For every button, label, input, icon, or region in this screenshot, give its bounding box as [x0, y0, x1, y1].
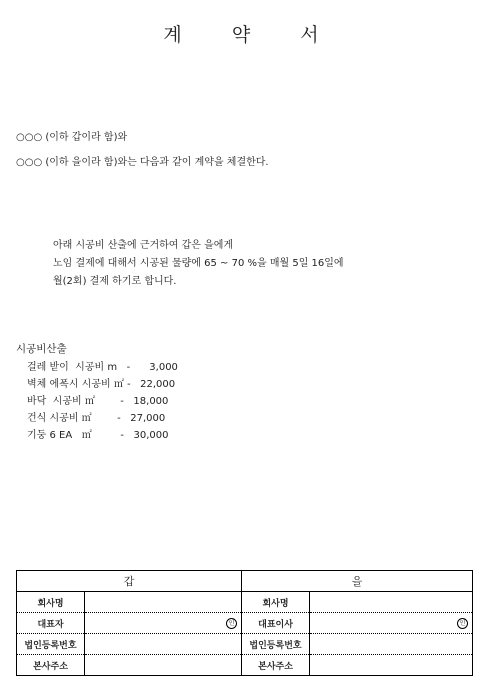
label-corp-reg-b: 법인등록번호 — [242, 634, 310, 655]
party-a-header: 갑 — [17, 571, 242, 592]
representative-a-field[interactable] — [85, 613, 242, 634]
address-b-field[interactable] — [310, 655, 473, 676]
title-char-3: 서 — [300, 24, 321, 46]
address-a-field[interactable] — [85, 655, 242, 676]
ceo-b-field[interactable] — [310, 613, 473, 634]
corp-reg-b-field[interactable] — [310, 634, 473, 655]
label-ceo-b: 대표이사 — [242, 613, 310, 634]
body-line-2: 노임 결제에 대해서 시공된 물량에 65 ~ 70 %을 매월 5일 16일에 — [53, 258, 344, 269]
title-char-1: 계 — [163, 24, 184, 46]
party-a-line: ○○○ (이하 갑이라 함)와 — [16, 132, 128, 143]
table-row — [17, 634, 473, 655]
company-b-field[interactable] — [310, 592, 473, 613]
cost-row-4: 건식 시공비 ㎡ - 27,000 — [27, 413, 166, 424]
seal-icon: 인 — [226, 618, 237, 629]
label-representative-a: 대표자 — [17, 613, 85, 634]
party-b-header: 을 — [242, 571, 473, 592]
party-b-line: ○○○ (이하 을이라 함)와는 다음과 같이 계약을 체결한다. — [16, 157, 269, 168]
table-row — [17, 592, 473, 613]
seal-icon: 인 — [457, 618, 468, 629]
table-row — [17, 655, 473, 676]
label-address-b: 본사주소 — [242, 655, 310, 676]
title-char-2: 약 — [231, 24, 253, 46]
document-title — [0, 20, 484, 47]
label-corp-reg-a: 법인등록번호 — [17, 634, 85, 655]
cost-row-5: 기둥 6 EA ㎡ - 30,000 — [27, 430, 169, 441]
cost-row-3: 바닥 시공비 ㎡ - 18,000 — [27, 396, 169, 407]
company-a-field[interactable] — [85, 592, 242, 613]
body-line-1: 아래 시공비 산출에 근거하여 갑은 을에게 — [53, 240, 234, 251]
cost-section-title: 시공비산출 — [16, 343, 67, 355]
cost-row-2: 벽체 에폭시 시공비 ㎡ - 22,000 — [27, 379, 176, 390]
corp-reg-a-field[interactable] — [85, 634, 242, 655]
signature-table — [16, 570, 473, 676]
table-row — [17, 613, 473, 634]
label-address-a: 본사주소 — [17, 655, 85, 676]
label-company-b: 회사명 — [242, 592, 310, 613]
cost-row-1: 걸레 받이 시공비 m - 3,000 — [27, 362, 178, 373]
label-company-a: 회사명 — [17, 592, 85, 613]
body-line-3: 월(2회) 결제 하기로 합니다. — [53, 276, 177, 287]
